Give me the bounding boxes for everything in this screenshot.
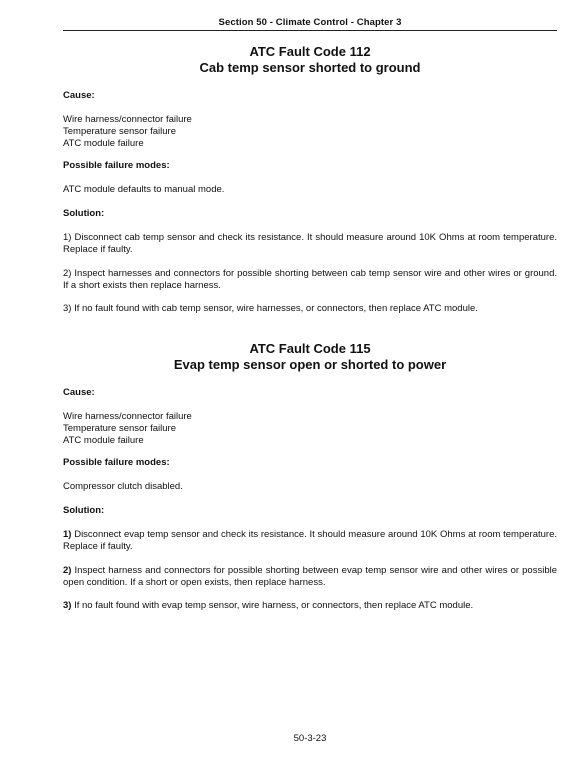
- fault-section-112: [63, 44, 557, 327]
- step-text: Inspect harness and connectors for possible shorting between evap temp sensor wire and other wires or possible open condition. If a short or open exists, then replace harness.: [63, 564, 557, 588]
- solution-step: [63, 600, 557, 612]
- header-divider: [63, 30, 557, 31]
- step-text: Inspect harnesses and connectors for possible shorting between cab temp sensor wire and other wires or ground. If a short exists then replace harness.: [63, 267, 558, 291]
- failure-modes-label: Possible failure modes:: [63, 160, 170, 172]
- step-text: If no fault found with evap temp sensor, wire harness, or connectors, then replace ATC module.: [74, 600, 474, 612]
- page-number: 50-3-23: [293, 733, 327, 744]
- fault-section-115: [63, 341, 557, 624]
- solution-label: Solution:: [63, 505, 105, 517]
- solution-step: [63, 268, 557, 292]
- step-number: 1): [63, 529, 72, 541]
- cause-list: [63, 114, 557, 149]
- solution-label: Solution:: [63, 208, 105, 220]
- solution-step: [63, 303, 557, 315]
- step-number: 3): [63, 303, 72, 315]
- step-number: 2): [63, 267, 72, 279]
- cause-list: [63, 411, 557, 446]
- step-number: 3): [63, 600, 72, 612]
- cause-label: Cause:: [63, 387, 95, 398]
- cause-label: Cause:: [63, 90, 95, 101]
- step-number: 1): [63, 232, 72, 244]
- failure-modes-label: Possible failure modes:: [63, 457, 170, 469]
- cause-item: Wire harness/connector failure: [63, 411, 192, 422]
- fault-title: ATC Fault Code 112: [249, 44, 371, 59]
- cause-item: Wire harness/connector failure: [63, 114, 192, 125]
- step-text: Disconnect cab temp sensor and check its resistance. It should measure around 10K Ohms at room temperature. Replace if faulty.: [63, 232, 557, 255]
- cause-item: ATC module failure: [63, 434, 144, 446]
- fault-subtitle: Evap temp sensor open or shorted to power: [173, 357, 447, 372]
- page-header-title: Section 50 - Climate Control - Chapter 3: [218, 17, 402, 28]
- cause-item: Temperature sensor failure: [63, 422, 176, 434]
- failure-mode-text: ATC module defaults to manual mode.: [63, 184, 225, 196]
- cause-item: Temperature sensor failure: [63, 125, 176, 137]
- solution-step: [63, 529, 557, 553]
- step-number: 2): [63, 564, 72, 576]
- cause-item: ATC module failure: [63, 137, 144, 149]
- failure-mode-text: Compressor clutch disabled.: [63, 481, 183, 493]
- fault-title: ATC Fault Code 115: [249, 341, 371, 356]
- solution-step: [63, 232, 557, 256]
- solution-step: [63, 565, 557, 589]
- step-text: If no fault found with cab temp sensor, wire harnesses, or connectors, then replace ATC module.: [74, 303, 478, 315]
- step-text: Disconnect evap temp sensor and check its resistance. It should measure around 10K Ohms at room temperature. Replace if faulty.: [63, 529, 557, 552]
- fault-subtitle: Cab temp sensor shorted to ground: [199, 60, 421, 75]
